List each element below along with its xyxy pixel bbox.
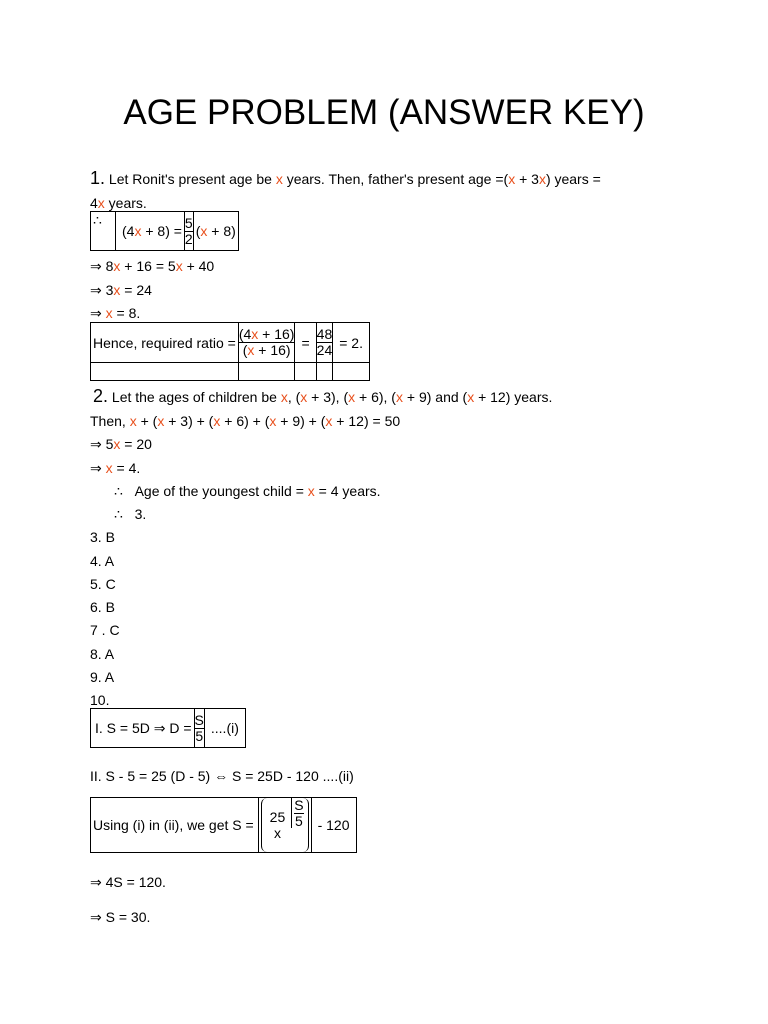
q2-intro: 2. Let the ages of children be x, (x + 3), (x + 6), (x + 9) and (x + 12) years. (93, 386, 553, 406)
ratio-fraction-x: $\frac{(4x + 16)}{(x + 16)}$ (238, 323, 295, 363)
q1-equation-lhs: (4x + 8) = (116, 212, 185, 251)
q2-then-line: Then, x + (x + 3) + (x + 6) + (x + 9) + (x + 12) = 50 (90, 413, 401, 429)
q10-eq1-lhs: I. S = 5D ⇒ D = (91, 709, 195, 748)
q1-number: 1. (90, 168, 106, 188)
answer-9: 9. A (90, 669, 115, 685)
q2-step-1: ⇒ 5x = 20 (90, 436, 152, 452)
q1-step-1: ⇒ 8x + 16 = 5x + 40 (90, 258, 215, 274)
answer-4: 4. A (90, 553, 115, 569)
therefore-symbol: ∴ (114, 506, 123, 522)
empty-cell (333, 363, 370, 381)
q1-step-2: ⇒ 3x = 24 (90, 282, 152, 298)
q2-step-2: ⇒ x = 4. (90, 460, 141, 476)
answer-7: 7 . C (90, 622, 120, 638)
q10-eq3-tail: - 120 (311, 798, 356, 853)
empty-cell (91, 363, 239, 381)
q1-equation-rhs: (x + 8) (193, 212, 238, 251)
answer-3: 3. B (90, 529, 115, 545)
ratio-result: = 2. (333, 323, 370, 363)
q1-ratio-box (90, 322, 370, 381)
ratio-fraction-48-24: $\frac{48}{24}$ (316, 323, 333, 363)
q2-conclusion: ∴ Age of the youngest child = x = 4 years. (114, 483, 381, 499)
q10-equation-ii: II. S - 5 = 25 (D - 5) ⇔ S = 25D - 120 ....(ii) (90, 768, 354, 784)
q1-equation-box (90, 211, 239, 251)
empty-cell (295, 363, 316, 381)
empty-cell (316, 363, 333, 381)
q2-therefore-3: ∴ 3. (114, 506, 147, 522)
q1-step-3: ⇒ x = 8. (90, 305, 141, 321)
fraction-s-5: $\frac{S}{5}$ (194, 709, 204, 748)
fraction-5-2: $\frac{5}{2}$ (184, 212, 193, 251)
q1-intro-continued: 4x years. (90, 195, 147, 211)
q10-step-2: ⇒ S = 30. (90, 909, 151, 925)
therefore-symbol: ∴ (114, 483, 123, 499)
answer-10: 10. (90, 692, 110, 708)
answer-5: 5. C (90, 576, 116, 592)
therefore-symbol: ∴ (91, 212, 116, 251)
q10-substitution-box (90, 797, 357, 853)
q10-step-1: ⇒ 4S = 120. (90, 874, 166, 890)
q1-intro: 1. Let Ronit's present age be x years. Then, father's present age =(x + 3x) years = (90, 168, 601, 188)
empty-cell (238, 363, 295, 381)
q10-eq3-bracket: 25 x $\frac{S}{5}$ (258, 798, 311, 853)
answer-6: 6. B (90, 599, 115, 615)
q10-equation-i (90, 708, 246, 748)
page-title: AGE PROBLEM (ANSWER KEY) (123, 93, 645, 132)
answer-8: 8. A (90, 646, 115, 662)
ratio-label: Hence, required ratio = (91, 323, 239, 363)
q10-eq1-rhs: ....(i) (204, 709, 245, 748)
ratio-equals: = (295, 323, 316, 363)
q2-number: 2. (93, 386, 109, 406)
q10-eq3-label: Using (i) in (ii), we get S = (91, 798, 259, 853)
